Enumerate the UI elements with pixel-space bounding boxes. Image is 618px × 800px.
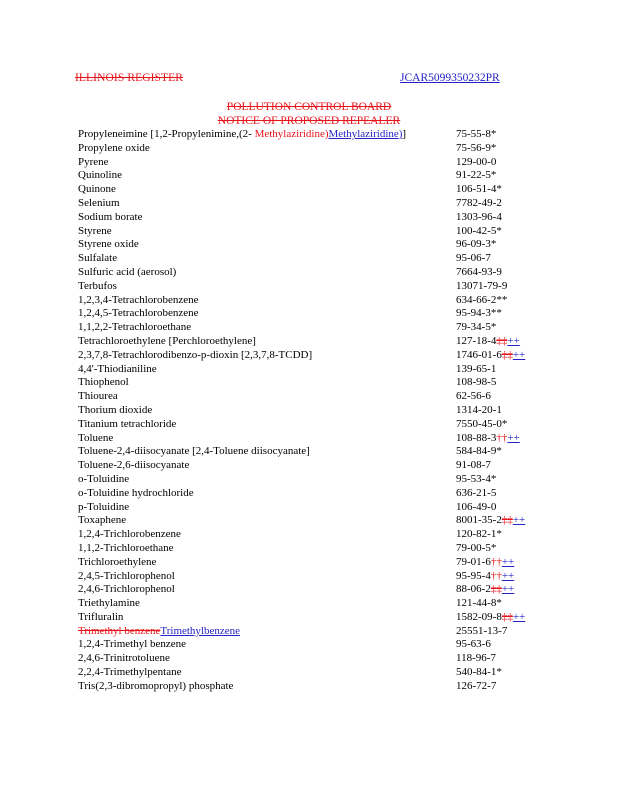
- cas-number: [456, 528, 502, 542]
- chemical-name-text: Thiourea: [78, 390, 118, 403]
- cas-number: [456, 156, 496, 170]
- deleted-footnote-mark: ‡‡: [501, 348, 513, 361]
- footnote-mark: ††: [490, 555, 502, 568]
- cas-number: [456, 238, 496, 252]
- cas-number: [456, 459, 491, 473]
- chemical-name: [78, 514, 126, 528]
- deleted-text: Methylaziridine): [251, 128, 329, 140]
- table-row: [78, 611, 538, 625]
- chemical-name: [78, 238, 139, 252]
- chemical-name: [78, 197, 120, 211]
- chemical-name: [78, 321, 191, 335]
- chemical-name-text: o-Toluidine hydrochloride: [78, 486, 194, 499]
- chemical-name-text: 2,4,6-Trinitrotoluene: [78, 652, 170, 665]
- chemical-name: [78, 390, 118, 404]
- chemical-name: [78, 307, 198, 321]
- inserted-footnote-mark: ++: [512, 348, 526, 361]
- table-row: [78, 183, 538, 197]
- inserted-footnote-mark: ++: [512, 514, 526, 527]
- cas-number-text: 13071-79-9: [456, 279, 508, 292]
- cas-number-text: 1746-01-6: [456, 348, 502, 361]
- cas-number-text: 1582-09-8: [456, 610, 502, 623]
- cas-number: [456, 680, 496, 694]
- chemical-name: [78, 156, 109, 170]
- chemical-name: [78, 597, 140, 611]
- chemical-name: [78, 556, 156, 570]
- chemical-name: [78, 528, 181, 542]
- cas-number-text: 121-44-8*: [456, 597, 502, 610]
- chemical-name-text: 2,2,4-Trimethylpentane: [78, 666, 182, 679]
- chemical-name-clipped: [78, 680, 250, 694]
- cas-number-text: 139-65-1: [456, 362, 497, 375]
- cas-number: [456, 611, 525, 625]
- chemical-name: [78, 625, 240, 639]
- cas-number: [456, 583, 514, 597]
- cas-number-text: 584-84-9*: [456, 445, 502, 458]
- register-title: ILLINOIS REGISTER: [75, 72, 184, 84]
- table-row: [78, 225, 538, 239]
- cas-number: [456, 570, 514, 584]
- cas-number: [456, 638, 491, 652]
- cas-number-text: 106-51-4*: [456, 183, 502, 196]
- cas-number-text: 95-63-6: [456, 638, 491, 651]
- deleted-text: Trimethyl benzene: [78, 624, 161, 637]
- chemical-name-text: Tris(2,3-dibromopropyl) phosphate: [78, 679, 234, 692]
- inserted-footnote-mark: ++: [507, 334, 520, 347]
- cas-number: [456, 390, 491, 404]
- chemical-name: [78, 570, 175, 584]
- chemical-name-text: Sodium borate: [78, 210, 143, 223]
- chemical-name: [78, 432, 113, 446]
- table-row: [78, 142, 538, 156]
- table-row: [78, 252, 538, 266]
- cas-number: [456, 418, 507, 432]
- chemical-name: [78, 211, 142, 225]
- chemical-name-text: Styrene oxide: [78, 238, 139, 251]
- chemical-name: [78, 404, 152, 418]
- table-row: [78, 376, 538, 390]
- cas-number-text: 25551-13-7: [456, 624, 508, 637]
- deleted-footnote-mark: ‡‡: [501, 610, 513, 623]
- cas-number: [456, 473, 496, 487]
- cas-number-text: 7664-93-9: [456, 265, 502, 278]
- cas-number: [456, 666, 502, 680]
- cas-number-text: 95-06-7: [456, 252, 491, 265]
- cas-number: [456, 445, 502, 459]
- table-row: [78, 128, 538, 142]
- cas-number-text: 95-94-3**: [456, 307, 502, 320]
- table-row: [78, 197, 538, 211]
- chemical-name: [78, 183, 116, 197]
- table-row: [78, 390, 538, 404]
- cas-number-text: 108-88-3: [456, 431, 497, 444]
- chemical-name: [78, 335, 256, 349]
- cas-number-text: 540-84-1*: [456, 666, 502, 679]
- cas-number-text: 126-72-7: [456, 679, 497, 692]
- cas-number: [456, 404, 502, 418]
- chemical-name: [78, 583, 175, 597]
- cas-number: [456, 197, 502, 211]
- chemical-name-text: Toxaphene: [78, 514, 127, 527]
- table-row: [78, 418, 538, 432]
- cas-number: [456, 128, 496, 142]
- chemical-name: [78, 652, 170, 666]
- cas-number: [456, 142, 496, 156]
- cas-number: [456, 307, 502, 321]
- cas-number-text: 95-95-4: [456, 569, 491, 582]
- table-row: [78, 404, 538, 418]
- cas-number: [456, 294, 507, 308]
- table-row: [78, 542, 538, 556]
- table-row: [78, 556, 538, 570]
- chemical-name: [78, 349, 312, 363]
- chemical-name: [78, 473, 129, 487]
- chemical-name-text: o-Toluidine: [78, 472, 130, 485]
- chemical-name-text: Selenium: [78, 196, 120, 209]
- cas-number: [456, 280, 507, 294]
- deleted-footnote-mark: ‡‡: [490, 583, 502, 596]
- table-row: [78, 487, 538, 501]
- table-row: [78, 238, 538, 252]
- chemical-name: [78, 680, 250, 694]
- table-row: [78, 666, 538, 680]
- cas-number: [456, 652, 496, 666]
- chemical-name: [78, 418, 176, 432]
- chemical-name-text: 1,2,3,4-Tetrachlorobenzene: [78, 293, 199, 306]
- chemical-name-text: Trifluralin: [78, 610, 124, 623]
- inserted-footnote-mark: ++: [507, 431, 520, 444]
- chemical-name: [78, 169, 122, 183]
- chemical-name: [78, 363, 157, 377]
- deleted-footnote-mark: ‡‡: [496, 334, 508, 347]
- board-title: POLLUTION CONTROL BOARD: [226, 101, 392, 113]
- chemical-name-text: Thiophenol: [78, 376, 129, 389]
- chemical-name: [78, 280, 117, 294]
- table-row: [78, 473, 538, 487]
- cas-number-text: 91-08-7: [456, 459, 491, 472]
- cas-number: [456, 514, 525, 528]
- table-row: [78, 266, 538, 280]
- chemical-name-text: Toluene-2,6-diisocyanate: [78, 459, 190, 472]
- table-row: [78, 501, 538, 515]
- chemical-name: [78, 501, 129, 515]
- cas-number-text: 120-82-1*: [456, 528, 502, 541]
- chemical-name-text: 1,2,4,5-Tetrachlorobenzene: [78, 307, 199, 320]
- cas-number: [456, 542, 496, 556]
- cas-number-text: 96-09-3*: [456, 238, 497, 251]
- chemical-name-text: Styrene: [78, 224, 112, 237]
- chemical-name-text: 1,1,2,2-Tetrachloroethane: [78, 321, 192, 334]
- notice-title: NOTICE OF PROPOSED REPEALER: [217, 115, 401, 127]
- cas-number: [456, 321, 496, 335]
- chemical-name: [78, 294, 198, 308]
- document-id-link[interactable]: JCAR5099350232PR: [400, 72, 500, 84]
- chemical-name: [78, 666, 181, 680]
- chemical-name: [78, 128, 406, 142]
- cas-number: [456, 349, 525, 363]
- table-row: [78, 211, 538, 225]
- cas-number-text: 7782-49-2: [456, 196, 502, 209]
- deleted-footnote-mark: ‡‡: [501, 514, 513, 527]
- cas-number-text: 636-21-5: [456, 486, 497, 499]
- table-row: [78, 625, 538, 639]
- cas-number-text: 79-00-5*: [456, 541, 497, 554]
- chemical-table: [78, 128, 538, 694]
- cas-number-text: 118-96-7: [456, 652, 496, 665]
- cas-number-text: 88-06-2: [456, 583, 491, 596]
- footnote-mark: ††: [496, 431, 508, 444]
- chemical-name-text: Trichloroethylene: [78, 555, 157, 568]
- table-row: [78, 597, 538, 611]
- inserted-footnote-mark: ++: [512, 610, 526, 623]
- chemical-name-text: Terbufos: [78, 279, 117, 292]
- chemical-name-text: 1,1,2-Trichloroethane: [78, 541, 174, 554]
- table-row: [78, 583, 538, 597]
- table-row: [78, 321, 538, 335]
- cas-number: [456, 556, 514, 570]
- chemical-name: [78, 266, 176, 280]
- cas-number: [456, 183, 502, 197]
- cas-number: [456, 625, 507, 639]
- chemical-name-text: Triethylamine: [78, 597, 140, 610]
- chemical-name-text: 1,2,4-Trimethyl benzene: [78, 638, 187, 651]
- cas-number-text: 79-34-5*: [456, 321, 497, 334]
- table-row: [78, 514, 538, 528]
- cas-number-text: 7550-45-0*: [456, 417, 508, 430]
- cas-number: [456, 335, 520, 349]
- table-row: [78, 349, 538, 363]
- cas-number: [456, 225, 502, 239]
- chemical-name-text: Sulfalate: [78, 252, 118, 265]
- chemical-name: [78, 445, 310, 459]
- chemical-name: [78, 142, 150, 156]
- cas-number: [456, 432, 520, 446]
- chemical-name-text: Quinone: [78, 183, 116, 196]
- cas-number-text: 108-98-5: [456, 376, 497, 389]
- cas-number: [456, 211, 502, 225]
- cas-number-text: 1314-20-1: [456, 403, 502, 416]
- chemical-name-text: 1,2,4-Trichlorobenzene: [78, 528, 181, 541]
- chemical-name: [78, 225, 112, 239]
- table-row: [78, 570, 538, 584]
- table-row: [78, 307, 538, 321]
- inserted-footnote-mark: ++: [501, 555, 515, 568]
- chemical-name: [78, 252, 117, 266]
- cas-number: [456, 487, 496, 501]
- cas-number-text: 75-56-9*: [456, 141, 497, 154]
- cas-number: [456, 597, 502, 611]
- cas-number-text: 95-53-4*: [456, 472, 497, 485]
- cas-number-text: 127-18-4: [456, 334, 497, 347]
- cas-number-text: 634-66-2**: [456, 293, 508, 306]
- cas-number: [456, 501, 496, 515]
- chemical-name-text: Quinoline: [78, 169, 122, 182]
- cas-number-text: 100-42-5*: [456, 224, 502, 237]
- chemical-name-text: Tetrachloroethylene [Perchloroethylene]: [78, 334, 256, 347]
- table-row: [78, 294, 538, 308]
- table-row: [78, 638, 538, 652]
- table-row: [78, 445, 538, 459]
- chemical-name-text: 2,3,7,8-Tetrachlorodibenzo-p-dioxin [2,3,7,8-TCDD]: [78, 348, 313, 361]
- table-row: [78, 680, 538, 694]
- table-row: [78, 652, 538, 666]
- inserted-footnote-mark: ++: [501, 569, 515, 582]
- cas-number: [456, 252, 491, 266]
- cas-number-text: 75-55-8*: [456, 128, 497, 140]
- chemical-name: [78, 376, 129, 390]
- table-row: [78, 156, 538, 170]
- chemical-name-text: Titanium tetrachloride: [78, 417, 177, 430]
- chemical-name: [78, 638, 186, 652]
- table-row: [78, 363, 538, 377]
- inserted-footnote-mark: ++: [501, 583, 515, 596]
- cas-number: [456, 363, 496, 377]
- inserted-text: Methylaziridine): [328, 128, 403, 140]
- cas-number-text: 1303-96-4: [456, 210, 502, 223]
- table-row: [78, 459, 538, 473]
- table-row: [78, 528, 538, 542]
- cas-number-text: 91-22-5*: [456, 169, 497, 182]
- cas-number-text: 106-49-0: [456, 500, 497, 513]
- chemical-name-tail: ]: [402, 128, 407, 140]
- chemical-name-text: 2,4,6-Trichlorophenol: [78, 583, 175, 596]
- table-row: [78, 335, 538, 349]
- cas-number: [456, 376, 496, 390]
- table-row: [78, 432, 538, 446]
- chemical-name-text: Pyrene: [78, 155, 109, 168]
- cas-number: [456, 169, 496, 183]
- chemical-name-text: Propyleneimine [1,2-Propylenimine,(2-: [78, 128, 252, 140]
- chemical-name: [78, 611, 123, 625]
- chemical-name-text: Thorium dioxide: [78, 403, 153, 416]
- cas-number-text: 62-56-6: [456, 390, 491, 403]
- cas-number: [456, 266, 502, 280]
- footnote-mark: ††: [490, 569, 502, 582]
- chemical-name-text: Propylene oxide: [78, 141, 150, 154]
- table-row: [78, 280, 538, 294]
- chemical-name-text: 4,4'-Thiodianiline: [78, 362, 157, 375]
- chemical-name: [78, 542, 174, 556]
- chemical-name-text: Toluene: [78, 431, 114, 444]
- chemical-name-text: Toluene-2,4-diisocyanate [2,4-Toluene diisocyanate]: [78, 445, 310, 458]
- cas-number-text: 79-01-6: [456, 555, 491, 568]
- chemical-name-text: Sulfuric acid (aerosol): [78, 265, 177, 278]
- cas-number-text: 8001-35-2: [456, 514, 502, 527]
- cas-number-text: 129-00-0: [456, 155, 497, 168]
- chemical-name-text: p-Toluidine: [78, 500, 130, 513]
- inserted-text: Trimethylbenzene: [160, 624, 241, 637]
- chemical-name-text: 2,4,5-Trichlorophenol: [78, 569, 175, 582]
- chemical-name: [78, 459, 189, 473]
- chemical-name: [78, 487, 194, 501]
- table-row: [78, 169, 538, 183]
